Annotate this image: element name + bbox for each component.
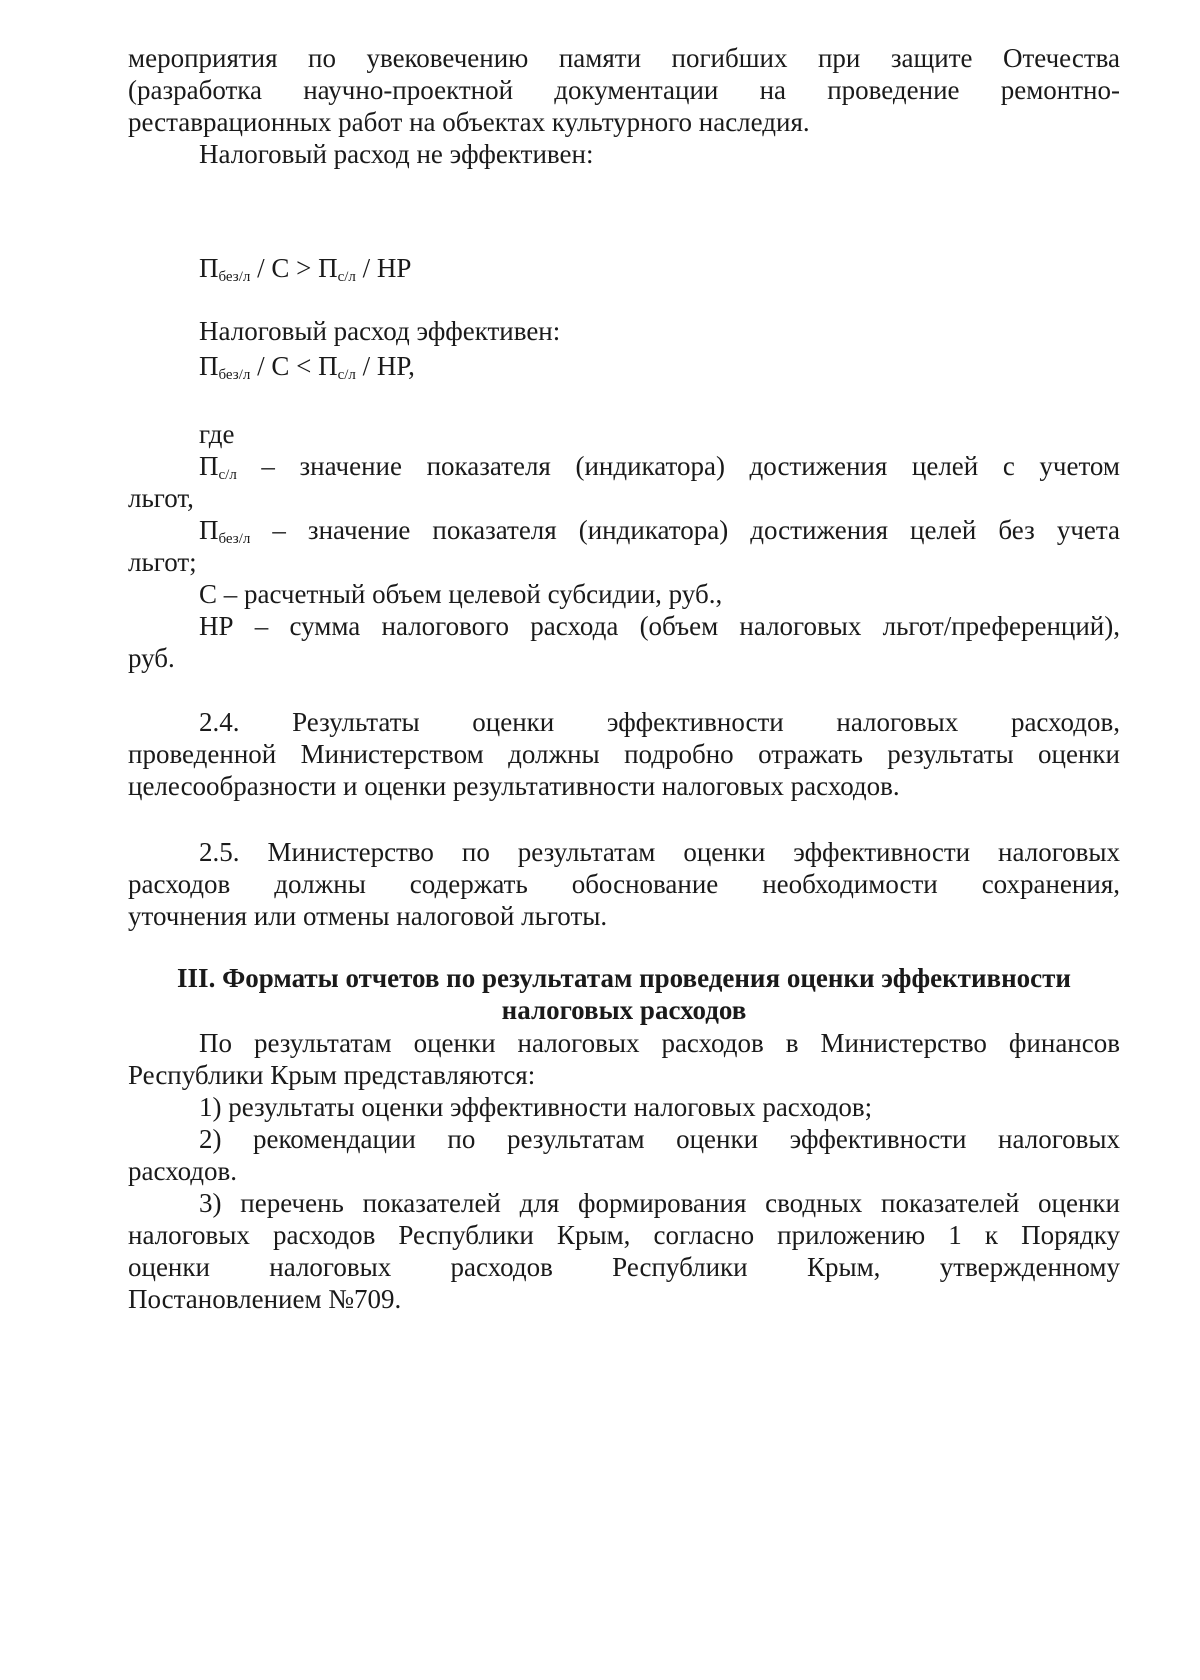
definition-symbol: П <box>199 515 219 545</box>
list-item: 2) рекомендации по результатам оценки эффективности налоговых <box>199 1124 1120 1154</box>
definition-line <box>128 450 1120 482</box>
paragraph-2-5 <box>128 836 1120 932</box>
definition-text: – значение показателя (индикатора) достижения целей без учета <box>250 515 1120 545</box>
definition-line: руб. <box>128 643 175 673</box>
definition-line: льгот, <box>128 483 194 513</box>
list-item: 3) перечень показателей для формирования сводных показателей оценки <box>199 1188 1120 1218</box>
intro-line: мероприятия по увековечению памяти погибших при защите Отечества <box>128 43 1120 73</box>
section-heading-line: III. Форматы отчетов по результатам проведения оценки эффективности <box>177 963 1071 993</box>
paragraph-2-4 <box>128 706 1120 802</box>
section-body <box>128 1027 1120 1315</box>
effective-label: Налоговый расход эффективен: <box>199 316 561 346</box>
formula-subscript: без/л <box>218 269 251 285</box>
intro-line: реставрационных работ на объектах культурного наследия. <box>128 107 810 137</box>
formula-text: / С < П <box>250 351 338 381</box>
formula-symbol: П <box>199 253 219 283</box>
formula-subscript: без/л <box>218 367 251 383</box>
section-line: По результатам оценки налоговых расходов в Министерство финансов <box>199 1028 1120 1058</box>
definition-subscript: без/л <box>218 531 251 547</box>
paragraph-line: уточнения или отмены налоговой льготы. <box>128 901 608 931</box>
section-heading <box>128 962 1120 1026</box>
definition-text: – значение показателя (индикатора) достижения целей с учетом <box>236 451 1120 481</box>
definition-line <box>128 514 1120 546</box>
paragraph-line: целесообразности и оценки результативности налоговых расходов. <box>128 771 900 801</box>
formula-text: / НР <box>355 253 412 283</box>
where-label: где <box>199 419 235 449</box>
formula-text: / С > П <box>250 253 338 283</box>
formula-subscript: с/л <box>337 269 356 285</box>
formula-subscript: с/л <box>337 367 356 383</box>
list-item-continuation: Постановлением №709. <box>128 1284 402 1314</box>
definition-line: НР – сумма налогового расхода (объем налоговых льгот/преференций), <box>199 611 1120 641</box>
formula-effective <box>199 350 415 382</box>
paragraph-line: 2.5. Министерство по результатам оценки эффективности налоговых <box>199 837 1120 867</box>
definition-line: льгот; <box>128 547 197 577</box>
list-item-continuation: налоговых расходов Республики Крым, согласно приложению 1 к Порядку <box>128 1220 1120 1250</box>
intro-paragraph <box>128 42 1120 138</box>
section-heading-line: налоговых расходов <box>501 995 747 1025</box>
definitions <box>128 450 1120 674</box>
list-item-continuation: расходов. <box>128 1156 238 1186</box>
formula-text: / НР, <box>355 351 415 381</box>
list-item: 1) результаты оценки эффективности налоговых расходов; <box>199 1092 873 1122</box>
section-line: Республики Крым представляются: <box>128 1060 536 1090</box>
definition-subscript: с/л <box>218 467 237 483</box>
intro-line: (разработка научно-проектной документации на проведение ремонтно- <box>128 75 1120 105</box>
definition-symbol: П <box>199 451 219 481</box>
paragraph-line: проведенной Министерством должны подробно отражать результаты оценки <box>128 739 1120 769</box>
definition-line: С – расчетный объем целевой субсидии, руб., <box>199 579 723 609</box>
paragraph-line: 2.4. Результаты оценки эффективности налоговых расходов, <box>199 707 1120 737</box>
list-item-continuation: оценки налоговых расходов Республики Крым, утвержденному <box>128 1252 1120 1282</box>
formula-not-effective <box>199 252 411 284</box>
paragraph-line: расходов должны содержать обоснование необходимости сохранения, <box>128 869 1120 899</box>
not-effective-label: Налоговый расход не эффективен: <box>199 139 594 169</box>
formula-symbol: П <box>199 351 219 381</box>
